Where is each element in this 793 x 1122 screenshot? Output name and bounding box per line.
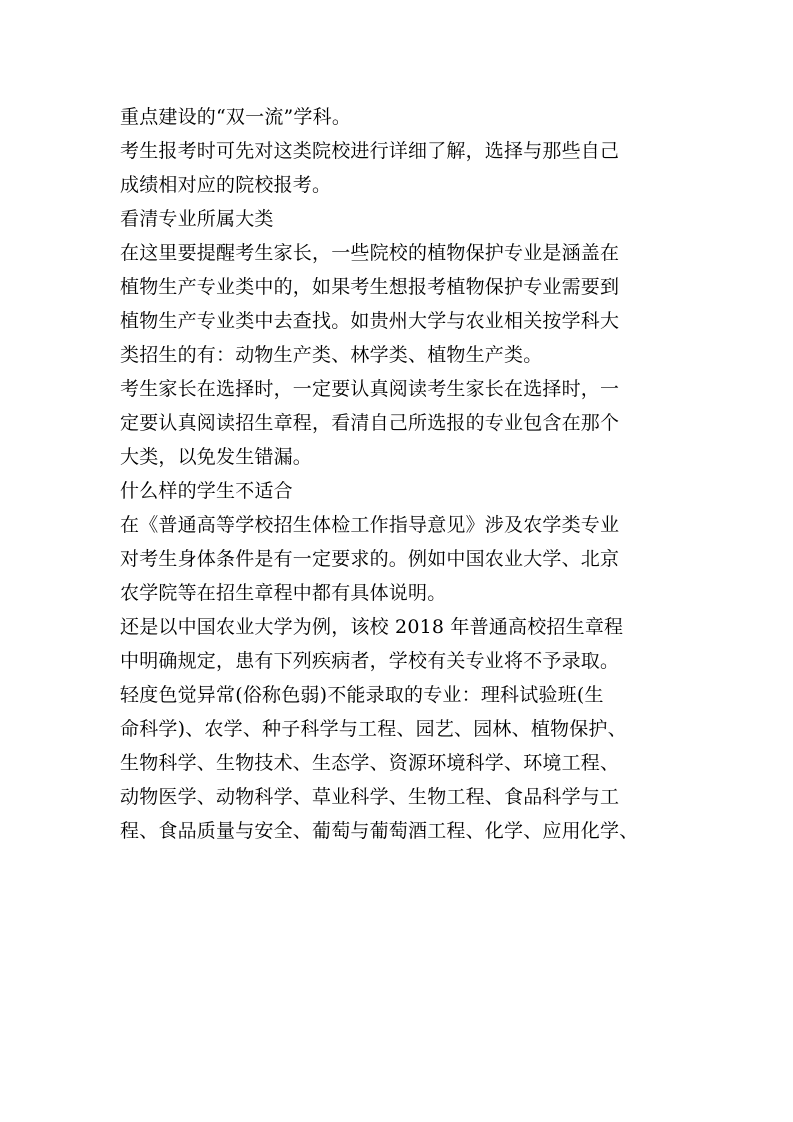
text-line: 农学院等在招生章程中都有具体说明。 xyxy=(120,582,447,604)
text-line: 在《普通高等学校招生体检工作指导意见》涉及农学类专业 xyxy=(120,514,620,536)
text-line: 程、食品质量与安全、葡萄与葡萄酒工程、化学、应用化学、 xyxy=(120,820,639,842)
text-line: 轻度色觉异常(俗称色弱)不能录取的专业：理科试验班(生 xyxy=(120,684,604,706)
text-line: 植物生产专业类中去查找。如贵州大学与农业相关按学科大 xyxy=(120,310,620,332)
section-heading: 什么样的学生不适合 xyxy=(120,480,293,502)
text-line: 还是以中国农业大学为例，该校 2018 年普通高校招生章程 xyxy=(120,616,624,638)
text-line: 大类，以免发生错漏。 xyxy=(120,446,313,468)
text-line: 类招生的有：动物生产类、林学类、植物生产类。 xyxy=(120,344,543,366)
text-line: 生物科学、生物技术、生态学、资源环境科学、环境工程、 xyxy=(120,752,620,774)
text-line: 重点建设的“双一流”学科。 xyxy=(120,106,352,128)
text-line: 考生家长在选择时，一定要认真阅读考生家长在选择时，一 xyxy=(120,378,620,400)
text-line: 植物生产专业类中的，如果考生想报考植物保护专业需要到 xyxy=(120,276,620,298)
text-line: 考生报考时可先对这类院校进行详细了解，选择与那些自己 xyxy=(120,140,620,162)
section-heading: 看清专业所属大类 xyxy=(120,208,274,230)
document-page xyxy=(120,100,680,848)
text-line: 在这里要提醒考生家长，一些院校的植物保护专业是涵盖在 xyxy=(120,242,620,264)
text-line: 成绩相对应的院校报考。 xyxy=(120,174,332,196)
text-line: 定要认真阅读招生章程，看清自己所选报的专业包含在那个 xyxy=(120,412,620,434)
text-line: 动物医学、动物科学、草业科学、生物工程、食品科学与工 xyxy=(120,786,620,808)
text-line: 对考生身体条件是有一定要求的。例如中国农业大学、北京 xyxy=(120,548,620,570)
text-line: 中明确规定，患有下列疾病者，学校有关专业将不予录取。 xyxy=(120,650,620,672)
text-line: 命科学)、农学、种子科学与工程、园艺、园林、植物保护、 xyxy=(120,718,627,740)
